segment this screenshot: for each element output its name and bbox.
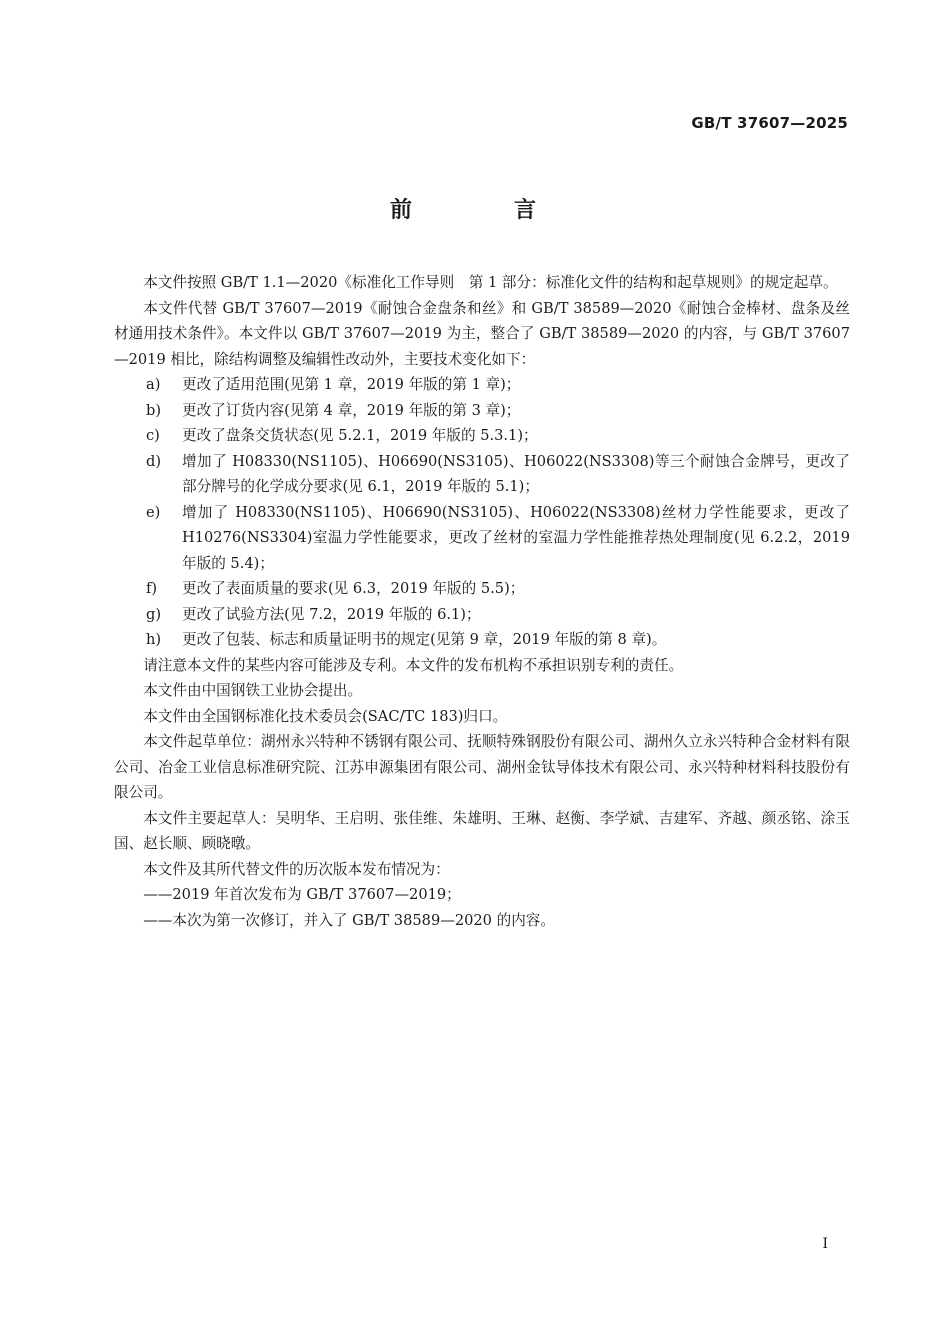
list-item-text: 增加了 H08330(NS1105)、H06690(NS3105)、H06022(NS3308)等三个耐蚀合金牌号，更改了部分牌号的化学成分要求(见 6.1，2019 年版的 5.1)； <box>182 452 850 495</box>
list-item <box>114 372 850 398</box>
standard-code: GB/T 37607—2025 <box>691 114 848 132</box>
paragraph-history-intro: 本文件及其所代替文件的历次版本发布情况为： <box>143 860 450 878</box>
list-item-mark: c) <box>146 427 160 444</box>
paragraph-drafting-rules: 本文件按照 GB/T 1.1—2020《标准化工作导则 第 1 部分：标准化文件的结构和起草规则》的规定起草。 <box>143 274 838 291</box>
list-item-text: 增加了 H08330(NS1105)、H06690(NS3105)、H06022(NS3308)丝材力学性能要求，更改了 H10276(NS3304)室温力学性能要求，更改了丝材的室温力学性能推荐热处理制度(见 6.2.2，2019 年版的 5.4)； <box>182 503 850 572</box>
paragraph-centralized-by: 本文件由全国钢标准化技术委员会(SAC/TC 183)归口。 <box>143 707 508 725</box>
list-item <box>114 423 850 449</box>
paragraph-proposed-by: 本文件由中国钢铁工业协会提出。 <box>143 682 363 699</box>
list-item-text: 更改了盘条交货状态(见 5.2.1，2019 年版的 5.3.1)； <box>182 427 538 444</box>
list-item-mark: b) <box>146 401 162 419</box>
list-item <box>114 627 850 653</box>
list-item-mark: e) <box>146 503 161 521</box>
list-item-mark: g) <box>146 605 162 623</box>
list-item-text: 更改了试验方法(见 7.2，2019 年版的 6.1)； <box>182 605 481 623</box>
list-item-text: 更改了表面质量的要求(见 6.3，2019 年版的 5.5)； <box>182 580 525 597</box>
paragraph-patent-notice: 请注意本文件的某些内容可能涉及专利。本文件的发布机构不承担识别专利的责任。 <box>143 656 684 674</box>
list-item <box>114 602 850 628</box>
list-item <box>114 576 850 602</box>
list-item-mark: d) <box>146 452 162 470</box>
paragraph-replacement: 本文件代替 GB/T 37607—2019《耐蚀合金盘条和丝》和 GB/T 38589—2020《耐蚀合金棒材、盘条及丝材通用技术条件》。本文件以 GB/T 37607—2019 为主，整合了 GB/T 38589—2020 的内容，与 GB/T 37607—2019 相比，除结构调整及编辑性改动外，主要技术变化如下： <box>114 299 850 368</box>
list-item-text: 更改了包装、标志和质量证明书的规定(见第 9 章，2019 年版的第 8 章)。 <box>182 631 667 648</box>
paragraph-drafting-units: 本文件起草单位：湖州永兴特种不锈钢有限公司、抚顺特殊钢股份有限公司、湖州久立永兴特种合金材料有限公司、冶金工业信息标准研究院、江苏申源集团有限公司、湖州金钛导体技术有限公司、永兴特种材料科技股份有限公司。 <box>114 733 850 801</box>
list-item-mark: a) <box>146 376 161 393</box>
history-item: ——2019 年首次发布为 GB/T 37607—2019； <box>143 886 461 903</box>
list-item-text: 更改了适用范围(见第 1 章，2019 年版的第 1 章)； <box>182 376 521 393</box>
paragraph-drafters: 本文件主要起草人：吴明华、王启明、张佳维、朱雄明、王琳、赵衡、李学斌、吉建军、齐越、颜丞铭、涂玉国、赵长顺、顾晓暾。 <box>114 809 850 852</box>
list-item <box>114 398 850 424</box>
page-title: 前 言 <box>389 198 576 223</box>
changes-list <box>114 372 850 653</box>
list-item-mark: h) <box>146 631 162 648</box>
history-item: ——本次为第一次修订，并入了 GB/T 38589—2020 的内容。 <box>143 911 555 929</box>
page-number: I <box>822 1236 828 1252</box>
foreword-body <box>114 270 850 933</box>
list-item <box>114 449 850 500</box>
list-item <box>114 500 850 577</box>
list-item-mark: f) <box>146 580 158 597</box>
list-item-text: 更改了订货内容(见第 4 章，2019 年版的第 3 章)； <box>182 401 521 419</box>
